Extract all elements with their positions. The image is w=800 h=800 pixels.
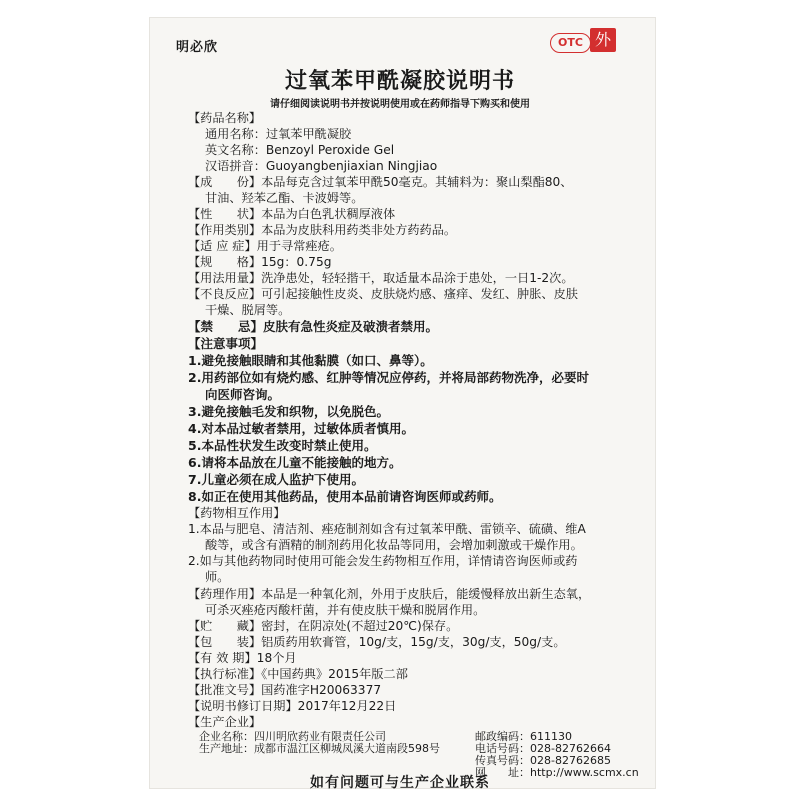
english-name-line: 英文名称：Benzoyl Peroxide Gel bbox=[205, 143, 395, 157]
footer-contact-note: 如有问题可与生产企业联系 bbox=[310, 775, 490, 791]
indication-line: 【适 应 症】用于寻常痤疮。 bbox=[188, 239, 342, 253]
ingredients-line: 【成 份】本品每克含过氧苯甲酰50毫克。其辅料为：聚山梨酯80、 bbox=[188, 175, 573, 189]
pharmacology-line-cont: 可杀灭痤疮丙酸杆菌，并有使皮肤干燥和脱屑作用。 bbox=[205, 603, 486, 617]
dosage-line: 【用法用量】洗净患处，轻轻揩干，取适量本品涂于患处，一日1-2次。 bbox=[188, 271, 574, 285]
precaution-item-7: 7.儿童必须在成人监护下使用。 bbox=[188, 472, 364, 487]
ingredients-line-cont: 甘油、羟苯乙酯、卡波姆等。 bbox=[205, 191, 364, 205]
document-subtitle: 请仔细阅读说明书并按说明使用或在药师指导下购买和使用 bbox=[270, 99, 530, 110]
section-heading-drug-name: 【药品名称】 bbox=[188, 111, 262, 125]
precaution-item-3: 3.避免接触毛发和织物，以免脱色。 bbox=[188, 404, 389, 419]
postal-code-line: 邮政编码：611130 bbox=[475, 730, 572, 743]
interaction-item-2: 2.如与其他药物同时使用可能会发生药物相互作用，详情请咨询医师或药 bbox=[188, 554, 578, 568]
standard-line: 【执行标准】《中国药典》2015年版二部 bbox=[188, 667, 408, 681]
section-heading-interactions: 【药物相互作用】 bbox=[188, 506, 286, 520]
approval-number-line: 【批准文号】国药准字H20063377 bbox=[188, 683, 382, 697]
fax-line: 传真号码：028-82762685 bbox=[475, 754, 611, 767]
adverse-reactions-line: 【不良反应】可引起接触性皮炎、皮肤烧灼感、瘙痒、发红、肿胀、皮肤 bbox=[188, 287, 578, 301]
external-use-badge: 外 bbox=[590, 28, 616, 52]
precaution-item-6: 6.请将本品放在儿童不能接触的地方。 bbox=[188, 455, 402, 470]
website-line[interactable]: 网 址：http://www.scmx.cn bbox=[475, 766, 639, 779]
precaution-item-1: 1.避免接触眼睛和其他黏膜（如口、鼻等）。 bbox=[188, 353, 433, 368]
specification-line: 【规 格】15g：0.75g bbox=[188, 255, 332, 269]
appearance-line: 【性 状】本品为白色乳状稠厚液体 bbox=[188, 207, 396, 221]
precaution-item-8: 8.如正在使用其他药品，使用本品前请咨询医师或药师。 bbox=[188, 489, 502, 504]
interaction-item-1-cont: 酸等，或含有酒精的制剂药用化妆品等同用，会增加刺激或干燥作用。 bbox=[205, 538, 583, 552]
generic-name-line: 通用名称：过氧苯甲酰凝胶 bbox=[205, 127, 352, 141]
company-name-line: 企业名称：四川明欣药业有限责任公司 bbox=[199, 730, 386, 743]
precaution-item-2-cont: 向医师咨询。 bbox=[205, 387, 281, 402]
contraindications-line: 【禁 忌】皮肤有急性炎症及破溃者禁用。 bbox=[188, 319, 439, 334]
section-heading-precautions: 【注意事项】 bbox=[188, 336, 264, 351]
revision-date-line: 【说明书修订日期】2017年12月22日 bbox=[188, 699, 397, 713]
otc-badge: OTC bbox=[550, 33, 591, 53]
pharmacology-line: 【药理作用】本品是一种氧化剂，外用于皮肤后，能缓慢释放出新生态氧， bbox=[188, 587, 591, 601]
interaction-item-2-cont: 师。 bbox=[205, 570, 230, 584]
phone-line: 电话号码：028-82762664 bbox=[475, 742, 611, 755]
adverse-reactions-line-cont: 干燥、脱屑等。 bbox=[205, 303, 291, 317]
packaging-line: 【包 装】铝质药用软膏管，10g/支，15g/支，30g/支，50g/支。 bbox=[188, 635, 566, 649]
shelf-life-line: 【有 效 期】18个月 bbox=[188, 651, 297, 665]
interaction-item-1: 1.本品与肥皂、清洁剂、痤疮制剂如含有过氧苯甲酰、雷锁辛、硫磺、维A bbox=[188, 522, 586, 536]
company-address-line: 生产地址：成都市温江区柳城凤溪大道南段598号 bbox=[199, 742, 440, 755]
precaution-item-2: 2.用药部位如有烧灼感、红肿等情况应停药，并将局部药物洗净，必要时 bbox=[188, 370, 589, 385]
pinyin-name-line: 汉语拼音：Guoyangbenjiaxian Ningjiao bbox=[205, 159, 438, 173]
precaution-item-5: 5.本品性状发生改变时禁止使用。 bbox=[188, 438, 377, 453]
category-line: 【作用类别】本品为皮肤科用药类非处方药药品。 bbox=[188, 223, 457, 237]
section-heading-manufacturer: 【生产企业】 bbox=[188, 715, 262, 729]
storage-line: 【贮 藏】密封，在阴凉处(不超过20℃)保存。 bbox=[188, 619, 459, 633]
document-title: 过氧苯甲酰凝胶说明书 bbox=[284, 69, 515, 94]
precaution-item-4: 4.对本品过敏者禁用，过敏体质者慎用。 bbox=[188, 421, 414, 436]
brand-logo: 明必欣 bbox=[176, 40, 219, 55]
